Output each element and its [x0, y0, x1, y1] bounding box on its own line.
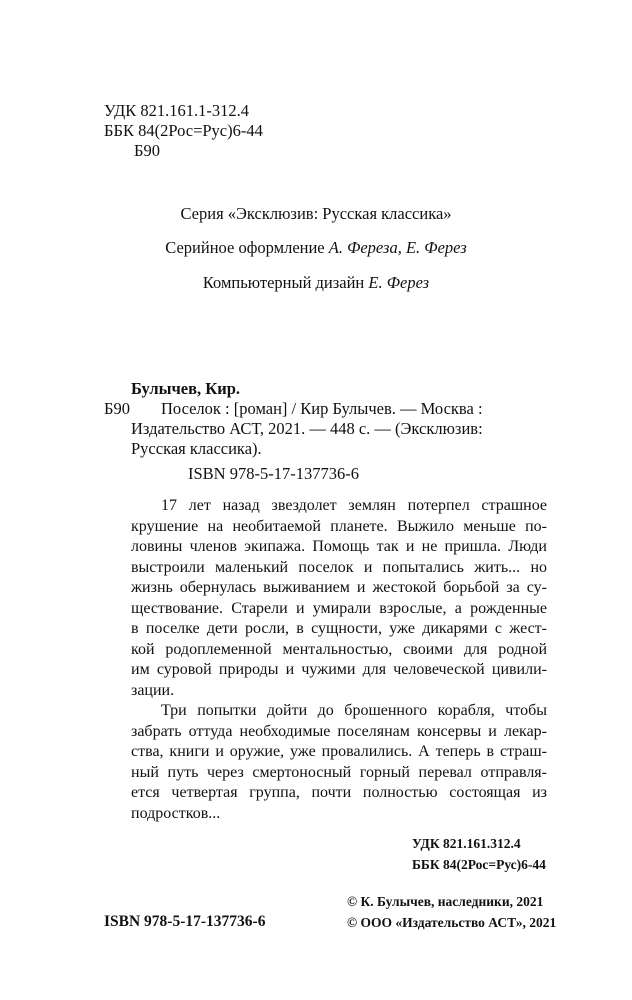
computer-design-credit — [0, 273, 632, 293]
annotation-line: жизнь обернулась выживанием и жестокой борьбой за су- — [131, 579, 547, 596]
computer-names: Е. Ферез — [368, 273, 430, 292]
annotation-line: ществование. Старели и умирали взрослые, а рожденные — [131, 599, 547, 617]
design-names: А. Фереза, Е. Ферез — [328, 238, 467, 257]
annotation-line: 17 лет назад звездолет землян потерпел страшное — [161, 497, 547, 514]
annotation-line: ный путь через смертоносный горный перевал отправля- — [131, 763, 547, 781]
annotation-line: зации. — [131, 681, 175, 699]
copyright-author: © К. Булычев, наследники, 2021 — [347, 894, 544, 909]
catalog-author: Булычев, Кир. — [131, 379, 241, 398]
catalog-entry-line3: Русская классика). — [131, 439, 262, 458]
annotation-line: ется четвертая группа, почти полностью состоящая из — [131, 784, 547, 801]
catalog-isbn: ISBN 978-5-17-137736-6 — [188, 464, 359, 483]
annotation-line: выстроили маленький поселок и попытались жить... но — [131, 558, 547, 576]
annotation-line: забрать оттуда необходимые поселянам консервы и лекар- — [131, 722, 547, 740]
annotation-line: ловины членов экипажа. Помощь так и не пришла. Люди — [131, 538, 547, 555]
computer-label: Компьютерный дизайн — [202, 273, 369, 292]
bbk-code: ББК 84(2Рос=Рус)6-44 — [104, 121, 263, 140]
annotation-paragraph-1 — [131, 496, 547, 701]
annotation-line: ства, книги и оружие, уже провалились. А теперь в страш- — [131, 743, 547, 760]
annotation-line: им суровой природы и чужими для человеческой цивили- — [131, 661, 547, 678]
annotation-paragraph-2 — [131, 701, 547, 824]
annotation-line: Три попытки дойти до брошенного корабля, чтобы — [161, 702, 547, 719]
series-title: Серия «Эксклюзив: Русская классика» — [180, 204, 452, 223]
copyright-publisher: © ООО «Издательство АСТ», 2021 — [347, 915, 557, 930]
annotation-line: крушение на необитаемой планете. Выжило меньше по- — [131, 517, 547, 535]
author-mark: Б90 — [134, 141, 160, 160]
annotation-line: кой родоплеменной ментальностью, своими для родной — [131, 640, 547, 658]
footer-bbk: ББК 84(2Рос=Рус)6-44 — [412, 857, 546, 872]
design-label: Серийное оформление — [165, 238, 329, 257]
udk-code: УДК 821.161.1-312.4 — [104, 101, 250, 120]
catalog-entry-line2: Издательство АСТ, 2021. — 448 с. — (Эксклюзив: — [131, 419, 483, 438]
catalog-entry-line1: Поселок : [роман] / Кир Булычев. — Москва : — [161, 399, 483, 418]
annotation-line: в поселке дети росли, в сущности, уже дикарями с жест- — [131, 620, 547, 637]
series-design-credit — [0, 238, 632, 258]
footer-udk: УДК 821.161.312.4 — [412, 836, 521, 851]
annotation-line: подростков... — [131, 804, 221, 822]
footer-isbn: ISBN 978-5-17-137736-6 — [104, 913, 266, 930]
catalog-mark: Б90 — [104, 399, 130, 418]
